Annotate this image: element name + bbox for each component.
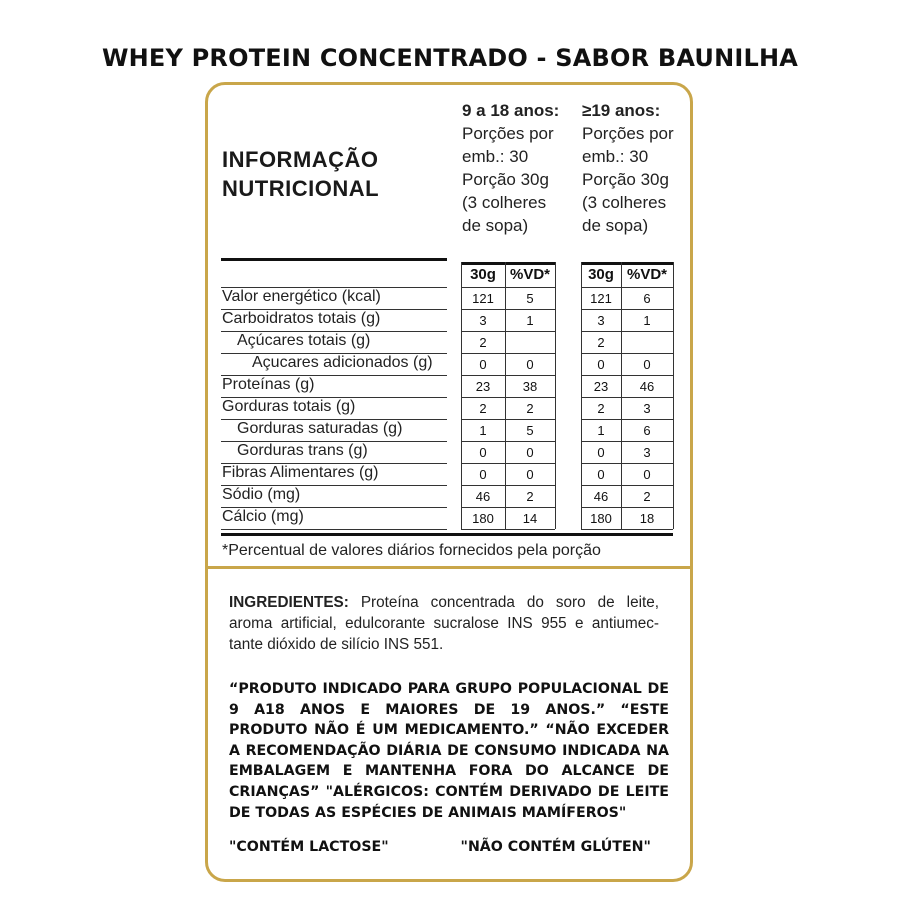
group-1-info-4: (3 colheres <box>462 193 547 212</box>
cell-g1-vd: 0 <box>526 357 534 372</box>
row-divider <box>461 419 555 420</box>
row-label: Açucares adicionados (g) <box>252 354 433 371</box>
group-1-info-1: Porções por <box>462 124 554 143</box>
group-2-header <box>582 99 674 237</box>
warnings-block <box>229 679 669 823</box>
group-2-info-2: emb.: 30 <box>582 147 649 166</box>
cell-g2-portion: 23 <box>593 379 609 394</box>
label-rule-top <box>221 258 447 261</box>
cell-g2-vd: 6 <box>643 291 651 306</box>
group-2-col-portion: 30g <box>588 266 614 283</box>
cell-g1-vd: 38 <box>522 379 538 394</box>
row-divider <box>581 463 673 464</box>
row-divider <box>581 287 673 288</box>
group-2-age: ≥19 anos: <box>582 101 661 120</box>
group-1-col-portion: 30g <box>470 266 496 283</box>
cell-g2-portion: 2 <box>597 335 605 350</box>
row-divider <box>461 463 555 464</box>
cell-g1-vd: 5 <box>526 291 534 306</box>
cell-g1-portion: 1 <box>479 423 487 438</box>
cell-g2-vd: 1 <box>643 313 651 328</box>
cell-g2-portion: 121 <box>590 291 612 306</box>
cell-g1-vd: 0 <box>526 467 534 482</box>
cell-g2-vd: 6 <box>643 423 651 438</box>
row-divider <box>581 485 673 486</box>
cell-g1-vd: 14 <box>522 511 538 526</box>
column-divider <box>461 262 462 529</box>
cell-g2-vd: 2 <box>643 489 651 504</box>
cell-g1-portion: 46 <box>475 489 491 504</box>
heading-line-2: NUTRICIONAL <box>222 176 380 201</box>
cell-g2-vd: 18 <box>639 511 655 526</box>
cell-g1-portion: 2 <box>479 335 487 350</box>
ingredients-text: Proteína concentrada do soro de leite, aroma artificial, edulcorante sucralose INS 955 e antiumectante dióxido de silício INS 551. <box>229 594 659 653</box>
row-divider <box>461 331 555 332</box>
column-divider <box>555 262 556 529</box>
column-divider <box>621 262 622 529</box>
cell-g1-portion: 0 <box>479 357 487 372</box>
cell-g1-portion: 180 <box>472 511 494 526</box>
group-2-info-3: Porção 30g <box>582 170 669 189</box>
cell-g2-portion: 1 <box>597 423 605 438</box>
cell-g2-vd: 3 <box>643 401 651 416</box>
ingredients-label: INGREDIENTES: <box>229 594 349 611</box>
row-label: Cálcio (mg) <box>222 508 304 525</box>
row-divider <box>461 529 555 530</box>
cell-g1-portion: 0 <box>479 467 487 482</box>
row-label: Sódio (mg) <box>222 486 301 503</box>
row-divider <box>581 331 673 332</box>
row-label: Carboidratos totais (g) <box>222 310 381 327</box>
row-label: Açúcares totais (g) <box>237 332 371 349</box>
group-1-info-3: Porção 30g <box>462 170 549 189</box>
cell-g1-portion: 2 <box>479 401 487 416</box>
cell-g2-vd: 0 <box>643 467 651 482</box>
allergen-line <box>229 837 651 857</box>
group-1-info-2: emb.: 30 <box>462 147 529 166</box>
group-2-info-4: (3 colheres <box>582 193 667 212</box>
row-label: Gorduras saturadas (g) <box>237 420 403 437</box>
cell-g2-portion: 0 <box>597 467 605 482</box>
row-divider <box>461 309 555 310</box>
group-2-info-5: de sopa) <box>582 216 649 235</box>
row-label: Fibras Alimentares (g) <box>222 464 379 481</box>
row-label: Valor energético (kcal) <box>222 288 381 305</box>
heading-line-1: INFORMAÇÃO <box>222 147 379 172</box>
cell-g2-portion: 0 <box>597 445 605 460</box>
warnings-text: “PRODUTO INDICADO PARA GRUPO POPULACIONAL DE 9 A18 ANOS E MAIORES DE 19 ANOS.” “ESTE PRODUTO NÃO É UM MEDICAMENTO.” “NÃO EXCEDER A RECOMENDAÇÃO DIÁRIA DE CONSUMO INDICADA NA EMBALAGEM E MANTENHA FORA DO ALCANCE DE CRIANÇAS” "ALÉRGICOS: CONTÉM DERIVADO DE LEITE DE TODAS AS ESPÉCIES DE ANIMAIS MAMÍFEROS" <box>229 681 669 821</box>
cell-g2-portion: 180 <box>590 511 612 526</box>
cell-g1-portion: 23 <box>475 379 491 394</box>
row-divider <box>461 441 555 442</box>
row-divider <box>221 529 447 530</box>
row-divider <box>581 441 673 442</box>
cell-g1-vd: 0 <box>526 445 534 460</box>
group-1-info-5: de sopa) <box>462 216 529 235</box>
row-label: Proteínas (g) <box>222 376 315 393</box>
product-title: WHEY PROTEIN CONCENTRADO - SABOR BAUNILHA <box>101 44 799 72</box>
cell-g2-portion: 0 <box>597 357 605 372</box>
cell-g2-vd: 46 <box>639 379 655 394</box>
cell-g1-vd: 2 <box>526 401 534 416</box>
cell-g1-vd: 5 <box>526 423 534 438</box>
row-divider <box>461 353 555 354</box>
cell-g1-portion: 121 <box>472 291 494 306</box>
column-divider <box>505 262 506 529</box>
gluten-warning: "NÃO CONTÉM GLÚTEN" <box>460 839 651 855</box>
nutrition-heading <box>222 145 379 203</box>
cell-g2-portion: 46 <box>593 489 609 504</box>
row-divider <box>581 375 673 376</box>
row-divider <box>461 287 555 288</box>
row-divider <box>461 507 555 508</box>
row-label: Gorduras trans (g) <box>237 442 368 459</box>
group-2-col-vd: %VD* <box>626 266 667 283</box>
row-divider <box>581 419 673 420</box>
row-divider <box>461 485 555 486</box>
cell-g2-vd: 3 <box>643 445 651 460</box>
cell-g2-portion: 3 <box>597 313 605 328</box>
group-2-info-1: Porções por <box>582 124 674 143</box>
row-divider <box>461 375 555 376</box>
footnote: *Percentual de valores diários fornecidos pela porção <box>222 542 601 559</box>
row-divider <box>581 309 673 310</box>
column-divider <box>581 262 582 529</box>
row-divider <box>461 397 555 398</box>
column-divider <box>673 262 674 529</box>
row-label: Gorduras totais (g) <box>222 398 356 415</box>
group-1-col-vd: %VD* <box>509 266 550 283</box>
row-divider <box>581 397 673 398</box>
cell-g1-vd: 2 <box>526 489 534 504</box>
cell-g1-portion: 3 <box>479 313 487 328</box>
cell-g2-vd: 0 <box>643 357 651 372</box>
lactose-warning: "CONTÉM LACTOSE" <box>229 839 389 855</box>
row-divider <box>581 353 673 354</box>
row-divider <box>581 529 673 530</box>
cell-g1-portion: 0 <box>479 445 487 460</box>
frame-divider <box>205 566 693 569</box>
row-divider <box>581 507 673 508</box>
group-1-header <box>462 99 559 237</box>
table-rule-bottom <box>221 533 673 536</box>
ingredients-block <box>229 592 659 655</box>
cell-g2-portion: 2 <box>597 401 605 416</box>
group-1-age: 9 a 18 anos: <box>462 101 560 120</box>
cell-g1-vd: 1 <box>526 313 534 328</box>
